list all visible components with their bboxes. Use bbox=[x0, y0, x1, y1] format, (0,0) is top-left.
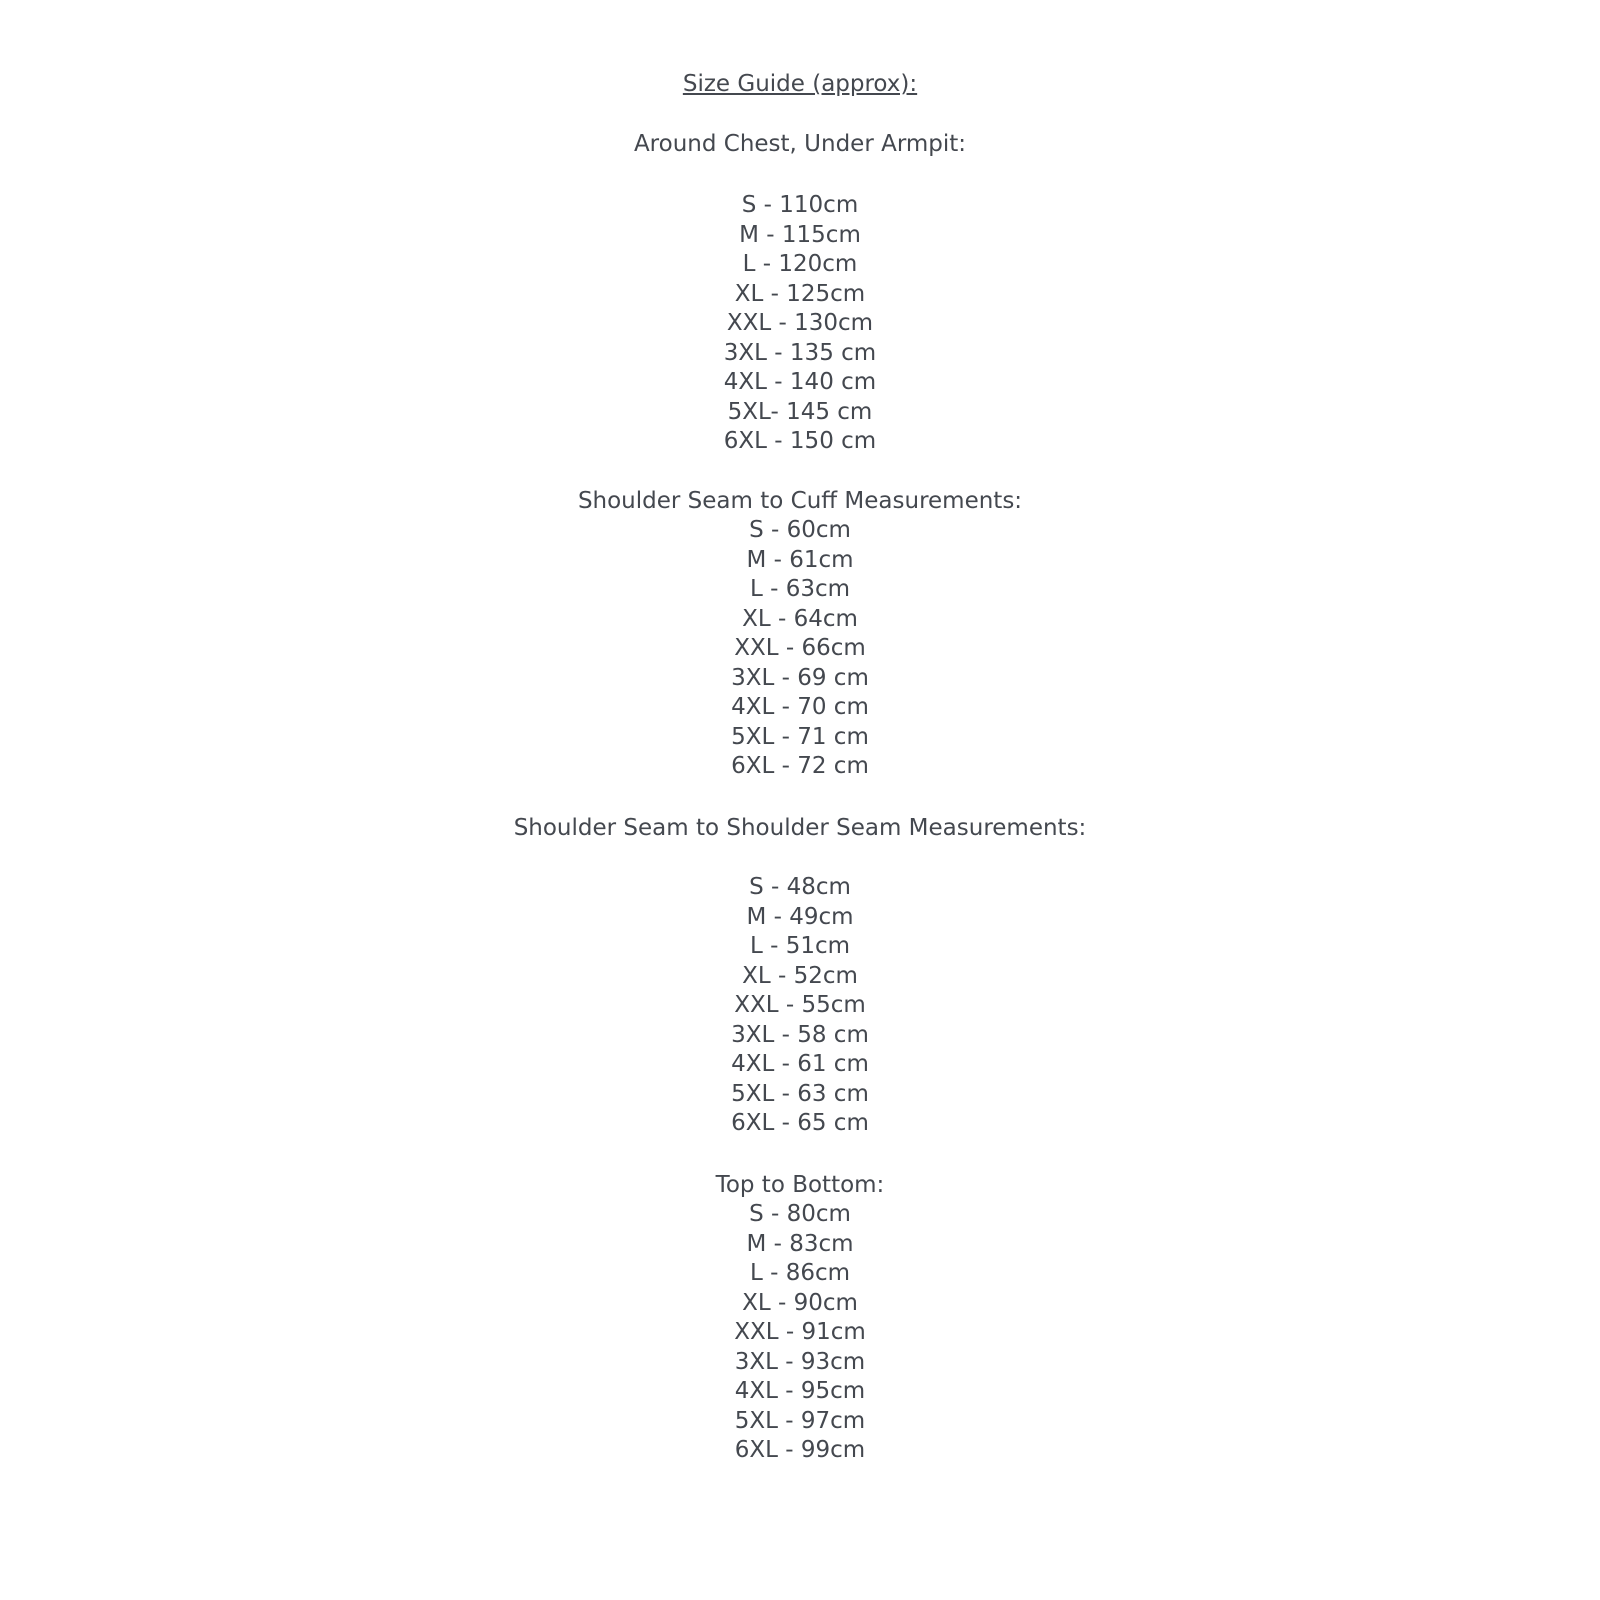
shoulder-item: 3XL - 58 cm bbox=[731, 1021, 869, 1048]
shoulder-item: 6XL - 65 cm bbox=[731, 1110, 869, 1136]
shoulder-item: XL - 52cm bbox=[742, 962, 858, 989]
chest-item: M - 115cm bbox=[739, 221, 861, 248]
cuff-item: 5XL - 71 cm bbox=[731, 723, 869, 750]
length-section bbox=[34, 1171, 1566, 1466]
chest-item: 3XL - 135 cm bbox=[723, 339, 877, 366]
shoulder-section-list bbox=[34, 873, 1566, 1139]
cuff-item: 4XL - 70 cm bbox=[731, 694, 869, 720]
cuff-item: XL - 64cm bbox=[742, 605, 858, 632]
chest-item: 4XL - 140 cm bbox=[723, 369, 877, 395]
chest-item: XL - 125cm bbox=[734, 280, 866, 307]
cuff-section bbox=[34, 487, 1566, 782]
length-section-heading: Top to Bottom: bbox=[715, 1171, 885, 1198]
cuff-item: 6XL - 72 cm bbox=[731, 753, 869, 779]
cuff-section-heading: Shoulder Seam to Cuff Measurements: bbox=[577, 487, 1023, 514]
length-item: 5XL - 97cm bbox=[734, 1407, 866, 1434]
shoulder-item: 4XL - 61 cm bbox=[731, 1051, 869, 1077]
cuff-item: XXL - 66cm bbox=[734, 635, 866, 661]
chest-section-list bbox=[34, 191, 1566, 457]
cuff-item: M - 61cm bbox=[746, 546, 854, 573]
shoulder-item: L - 51cm bbox=[749, 933, 851, 959]
length-item: XXL - 91cm bbox=[734, 1319, 866, 1345]
length-item: M - 83cm bbox=[746, 1230, 854, 1257]
chest-item: XXL - 130cm bbox=[726, 310, 874, 336]
chest-item: 6XL - 150 cm bbox=[723, 428, 877, 454]
length-item: 4XL - 95cm bbox=[734, 1378, 866, 1404]
cuff-item: S - 60cm bbox=[749, 517, 851, 543]
chest-item: 5XL- 145 cm bbox=[727, 398, 873, 425]
length-item: L - 86cm bbox=[749, 1260, 851, 1286]
length-item: XL - 90cm bbox=[742, 1289, 858, 1316]
length-item: S - 80cm bbox=[749, 1201, 851, 1227]
shoulder-item: 5XL - 63 cm bbox=[731, 1080, 869, 1107]
chest-item: L - 120cm bbox=[742, 251, 858, 277]
shoulder-item: XXL - 55cm bbox=[734, 992, 866, 1018]
shoulder-section-heading: Shoulder Seam to Shoulder Seam Measurements: bbox=[513, 814, 1087, 841]
size-guide-title: Size Guide (approx): bbox=[682, 71, 918, 97]
cuff-item: L - 63cm bbox=[749, 576, 851, 602]
cuff-item: 3XL - 69 cm bbox=[731, 664, 869, 691]
chest-item: S - 110cm bbox=[741, 192, 859, 218]
shoulder-item: M - 49cm bbox=[746, 903, 854, 930]
chest-section-heading: Around Chest, Under Armpit: bbox=[633, 130, 967, 157]
shoulder-item: S - 48cm bbox=[749, 874, 851, 900]
size-guide-document bbox=[34, 0, 1566, 1466]
length-item: 3XL - 93cm bbox=[734, 1348, 866, 1375]
length-item: 6XL - 99cm bbox=[734, 1437, 866, 1463]
